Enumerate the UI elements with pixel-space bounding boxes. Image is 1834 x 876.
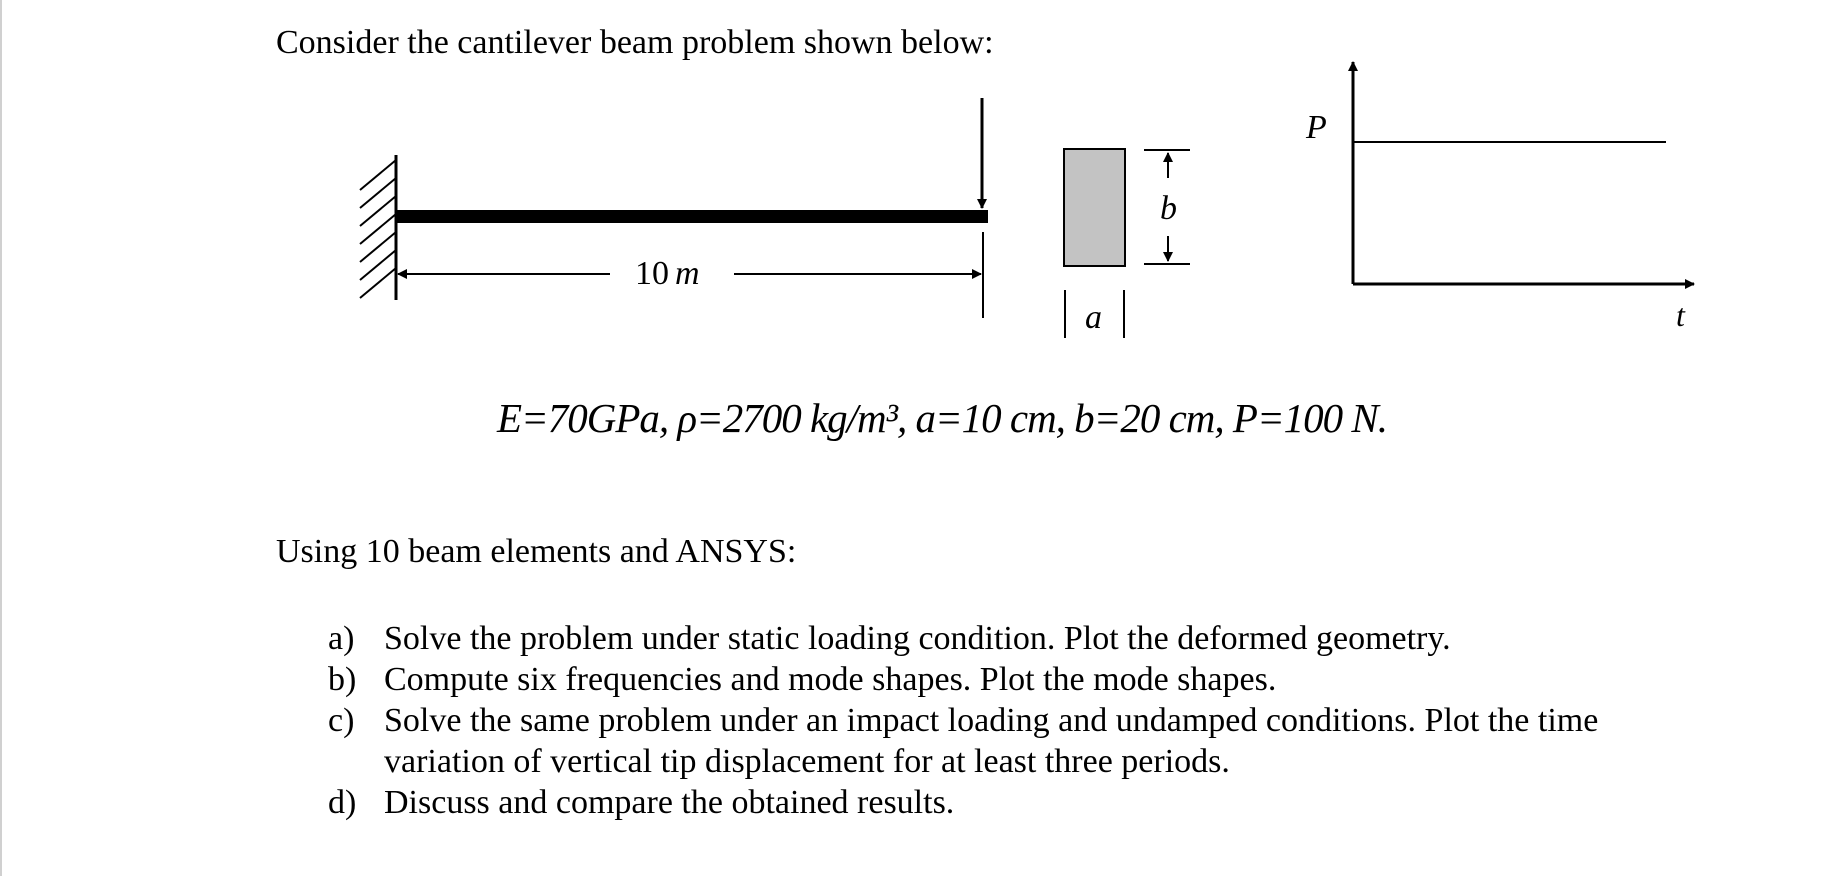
task-list <box>328 618 1708 823</box>
cantilever-beam-figure <box>0 0 1834 360</box>
task-text: Solve the same problem under an impact loading and undamped conditions. Plot the time variation of vertical tip displacement for at least three periods. <box>384 702 1599 780</box>
problem-intro: Consider the cantilever beam problem shown below: <box>276 24 994 61</box>
tasks-heading: Using 10 beam elements and ANSYS: <box>276 533 797 570</box>
section-height-label: b <box>1160 190 1177 227</box>
task-label: d) <box>328 784 357 821</box>
time-axis-label: t <box>1676 297 1685 333</box>
task-text: Solve the problem under static loading condition. Plot the deformed geometry. <box>384 620 1451 657</box>
list-item <box>328 659 1708 700</box>
cross-section <box>1064 149 1125 266</box>
list-item <box>328 700 1708 782</box>
section-width-label: a <box>1085 299 1102 336</box>
task-text: Compute six frequencies and mode shapes. Plot the mode shapes. <box>384 661 1277 698</box>
parameters-line: E=70GPa, ρ=2700 kg/m³, a=10 cm, b=20 cm, P=100 N. <box>497 395 1387 441</box>
task-text: Discuss and compare the obtained results. <box>384 784 955 821</box>
length-label: 10 m <box>635 255 700 292</box>
task-label: a) <box>328 620 355 657</box>
task-label: b) <box>328 661 357 698</box>
task-label: c) <box>328 702 355 739</box>
load-axis-label: P <box>1306 109 1327 146</box>
load-time-graph <box>1353 62 1694 284</box>
list-item <box>328 618 1708 659</box>
list-item <box>328 782 1708 823</box>
fixed-support-wall <box>360 155 396 300</box>
beam <box>396 210 988 223</box>
